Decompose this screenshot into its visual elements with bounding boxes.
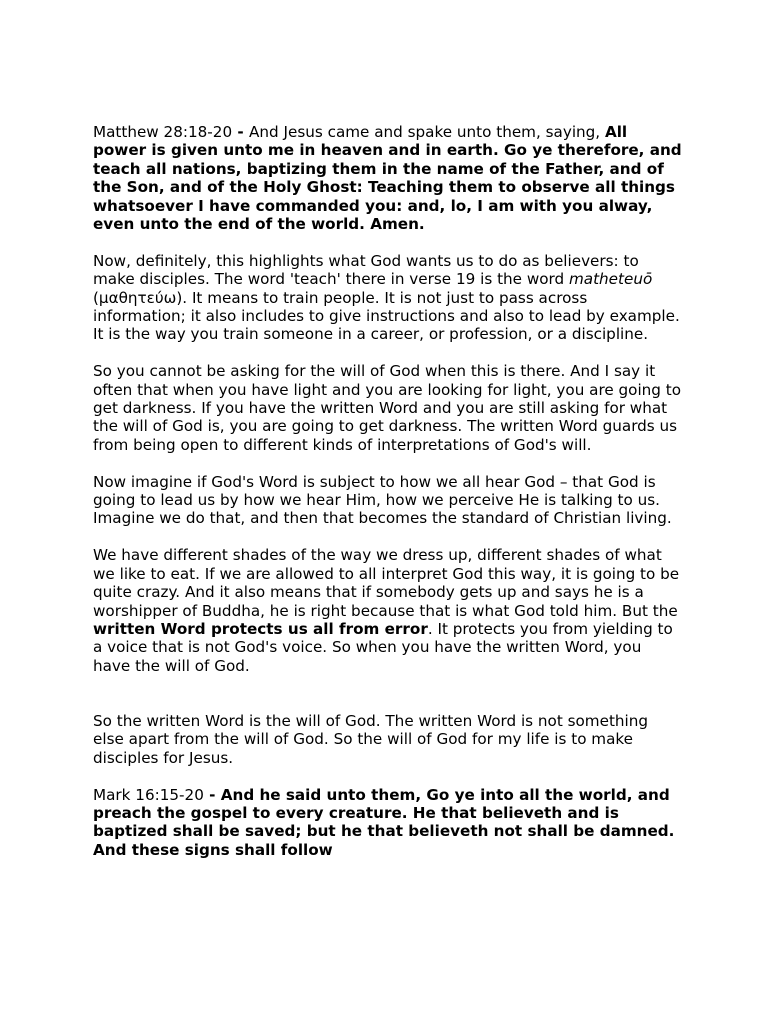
reference-separator: - [232, 123, 250, 141]
scripture-reference: Mark 16:15-20 [93, 785, 204, 804]
paragraph-will-of-god [93, 362, 683, 454]
greek-word: matheteuō [569, 270, 653, 289]
scripture-quote: All power is given unto me in heaven and in earth. Go ye therefore, and teach all nations, baptizing them in the name of the Father, and of the Son, and of the Holy Ghost: Teaching them to observe all things whatsoever I have commanded you: and, lo, I am with you alway, even unto the end of the world. Amen. [93, 123, 682, 234]
scripture-quote: And he said unto them, Go ye into all the world, and preach the gospel to every creature. He that believeth and is baptized shall be saved; but he that believeth not shall be damned. And these signs shall follow [93, 785, 675, 859]
paragraph-text: Now, definitely, this highlights what God wants us to do as believers: to make disciples. The word 'teach' there in verse 19 is the word [93, 251, 639, 289]
paragraph-make-disciples [93, 252, 683, 344]
paragraph-written-word [93, 712, 683, 767]
emphasis-text: written Word protects us all from error [93, 619, 428, 638]
scripture-intro: And Jesus came and spake unto them, saying, [249, 123, 601, 141]
paragraph-text: Now imagine if God's Word is subject to how we all hear God – that God is going to lead us by how we hear Him, how we perceive He is talking to us. Imagine we do that, and then that becomes the standard of Christian living. [93, 472, 672, 528]
paragraph-mark-16 [93, 786, 683, 860]
paragraph-matthew-28 [93, 123, 683, 233]
paragraph-different-shades [93, 546, 683, 675]
paragraph-text: So the written Word is the will of God. The written Word is not something else apart from the will of God. So the will of God for my life is to make disciples for Jesus. [93, 711, 649, 767]
paragraph-text: (μαθητεύω). It means to train people. It is not just to pass across information; it also includes to give instructions and also to lead by example. It is the way you train someone in a career, or profession, or a discipline. [93, 288, 680, 344]
paragraph-imagine [93, 473, 683, 528]
paragraph-text: So you cannot be asking for the will of God when this is there. And I say it often that when you have light and you are looking for light, you are going to get darkness. If you have the written Word and you are still asking for what the will of God is, you are going to get darkness. The written Word guards us from being open to different kinds of interpretations of God's will. [93, 362, 682, 454]
scripture-reference: Matthew 28:18-20 [93, 123, 233, 141]
paragraph-text: We have different shades of the way we dress up, different shades of what we like to eat. If we are allowed to all interpret God this way, it is going to be quite crazy. And it also means that if somebody gets up and says he is a worshipper of Buddha, he is right because that is what God told him. But the [93, 546, 680, 620]
reference-separator: - [203, 785, 221, 804]
paragraph-text: . It protects you from yielding to a voice that is not God's voice. So when you have the written Word, you have the will of God. [93, 619, 673, 675]
document-page [93, 123, 683, 878]
